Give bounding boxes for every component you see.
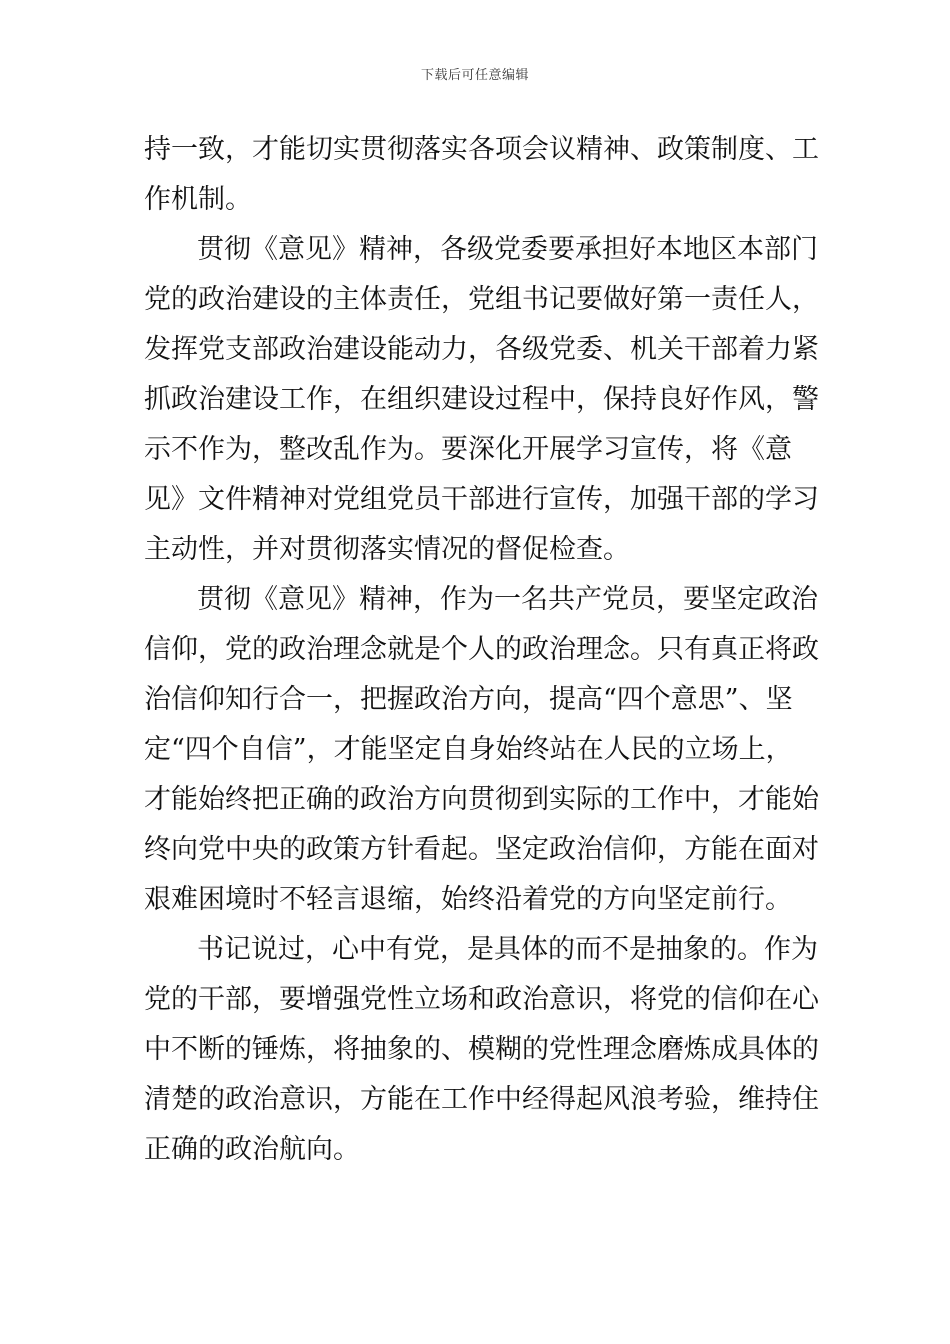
text-line: 持一致，才能切实贯彻落实各项会议精神、政策制度、工 [144,134,819,165]
text-line: 艰难困境时不轻言退缩，始终沿着党的方向坚定前行。 [144,884,792,915]
text-line: 主动性，并对贯彻落实情况的督促检查。 [144,534,630,565]
document-body [144,125,819,1175]
text-line: 抓政治建设工作，在组织建设过程中，保持良好作风，警 [144,384,819,415]
text-line: 书记说过，心中有党，是具体的而不是抽象的。作为 [197,934,818,965]
text-line: 定“四个自信”，才能坚定自身始终站在人民的立场上， [144,734,793,765]
text-line: 党的政治建设的主体责任，党组书记要做好第一责任人， [144,284,819,315]
page-header: 下载后可任意编辑 [420,68,529,83]
text-line: 作机制。 [144,184,252,215]
paragraph-4 [144,925,819,1175]
text-line: 正确的政治航向。 [144,1134,360,1165]
text-line: 示不作为，整改乱作为。要深化开展学习宣传，将《意 [144,434,792,465]
text-line: 党的干部，要增强党性立场和政治意识，将党的信仰在心 [144,984,819,1015]
text-line: 清楚的政治意识，方能在工作中经得起风浪考验，维持住 [144,1084,819,1115]
paragraph-1 [144,125,819,225]
text-line: 贯彻《意见》精神，作为一名共产党员，要坚定政治 [197,584,818,615]
text-line: 终向党中央的政策方针看起。坚定政治信仰，方能在面对 [144,834,819,865]
text-line: 才能始终把正确的政治方向贯彻到实际的工作中，才能始 [144,784,819,815]
text-line: 治信仰知行合一，把握政治方向，提高“四个意思”、坚 [144,684,793,715]
text-line: 发挥党支部政治建设能动力，各级党委、机关干部着力紧 [144,334,819,365]
paragraph-2 [144,225,819,575]
paragraph-3 [144,575,819,925]
text-line: 中不断的锤炼，将抽象的、模糊的党性理念磨炼成具体的 [144,1034,819,1065]
text-line: 见》文件精神对党组党员干部进行宣传，加强干部的学习 [144,484,819,515]
text-line: 信仰，党的政治理念就是个人的政治理念。只有真正将政 [144,634,819,665]
text-line: 贯彻《意见》精神，各级党委要承担好本地区本部门 [197,234,818,265]
